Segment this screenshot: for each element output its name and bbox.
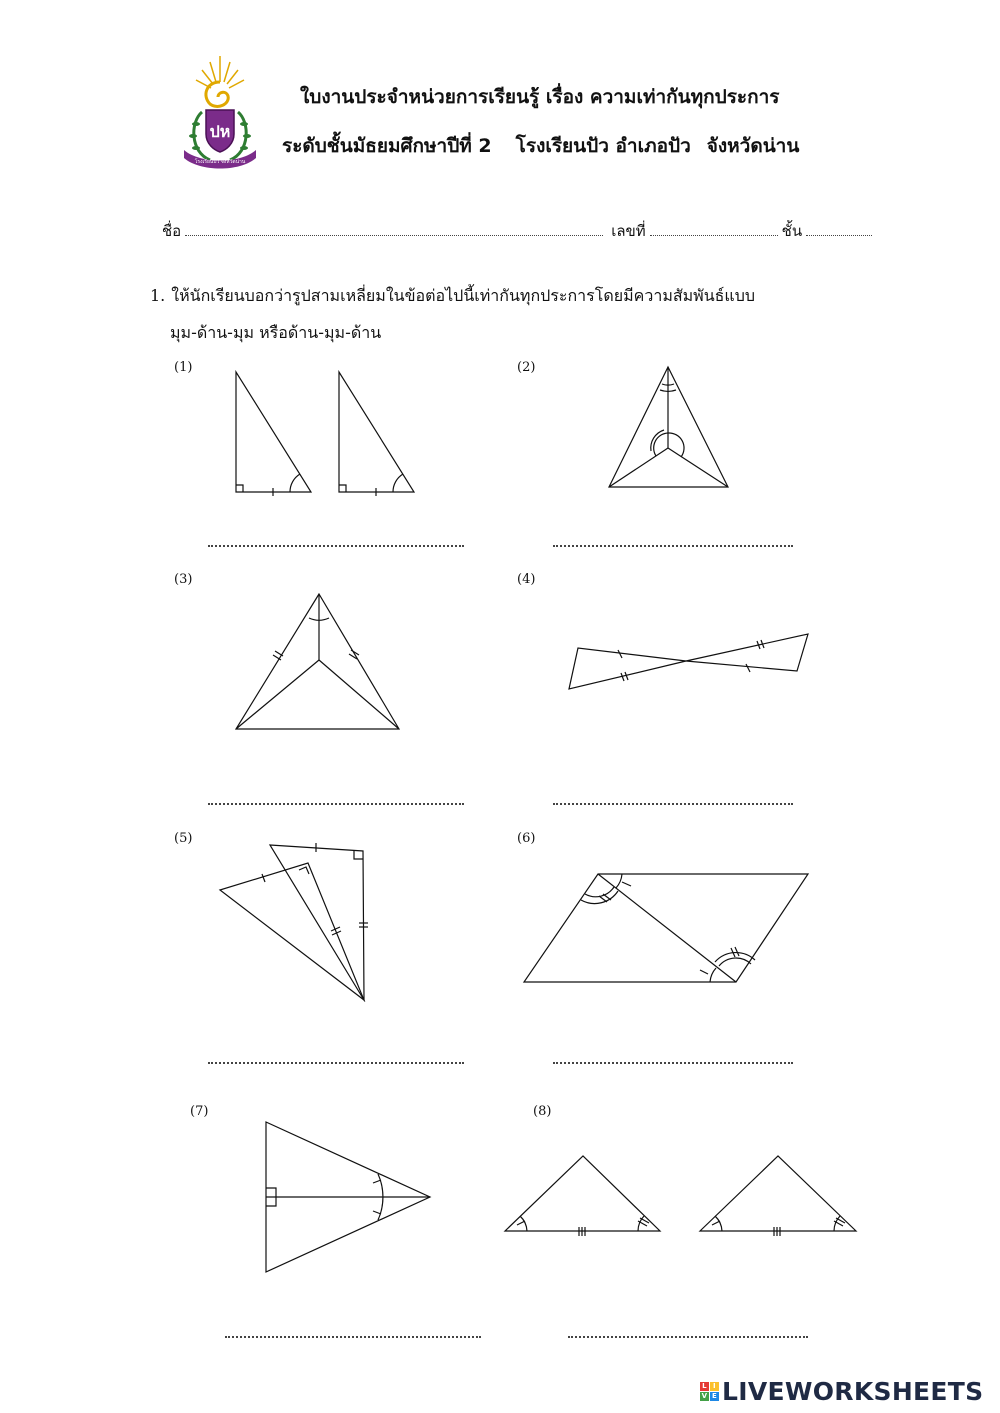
figure-label-1: (1)	[174, 360, 193, 375]
figure-label-5: (5)	[174, 831, 193, 846]
name-label: ชื่อ	[162, 222, 182, 240]
liveworksheets-icon	[700, 1382, 719, 1401]
figure-7-kite	[266, 1122, 430, 1272]
liveworksheets-text: LIVEWORKSHEETS	[722, 1377, 984, 1406]
subtitle-province: จังหวัดน่าน	[706, 135, 800, 157]
figure-label-8: (8)	[533, 1104, 552, 1119]
logo-letters: ปห	[209, 122, 231, 141]
figure-label-6: (6)	[517, 831, 536, 846]
figure-2-triangles	[609, 367, 728, 487]
worksheet-title: ใบงานประจำหน่วยการเรียนรู้ เรื่อง ความเท่ากันทุกประการ	[300, 86, 780, 108]
figure-label-3: (3)	[174, 572, 193, 587]
figure-4-triangles	[569, 634, 808, 689]
subtitle-school: โรงเรียนปัว อำเภอปัว	[515, 135, 691, 157]
icon-tile-i: I	[710, 1382, 719, 1391]
figure-label-4: (4)	[517, 572, 536, 587]
number-label: เลขที่	[611, 222, 646, 240]
figure-label-7: (7)	[190, 1104, 209, 1119]
question-line2: มุม-ด้าน-มุม หรือด้าน-มุม-ด้าน	[170, 323, 382, 342]
figure-6-parallelogram	[524, 874, 808, 982]
figure-8-triangles	[505, 1156, 856, 1236]
figure-label-2: (2)	[517, 360, 536, 375]
icon-tile-l: L	[700, 1382, 709, 1391]
logo-ribbon-text: โรงเรียนปัว จังหวัดน่าน	[194, 159, 246, 165]
figure-3-triangles	[236, 594, 399, 729]
question-number: 1.	[150, 286, 166, 305]
class-label: ชั้น	[781, 222, 803, 240]
icon-tile-v: V	[701, 1392, 708, 1400]
subtitle-class: ระดับชั้นมัธยมศึกษาปีที่ 2	[282, 135, 492, 157]
icon-tile-e: E	[711, 1392, 718, 1400]
liveworksheets-brand[interactable]	[700, 1377, 983, 1406]
figure-5-triangles	[220, 843, 368, 1000]
question-line1: ให้นักเรียนบอกว่ารูปสามเหลี่ยมในข้อต่อไปนี้เท่ากันทุกประการโดยมีความสัมพันธ์แบบ	[171, 286, 756, 305]
figure-1-triangles	[236, 372, 414, 496]
